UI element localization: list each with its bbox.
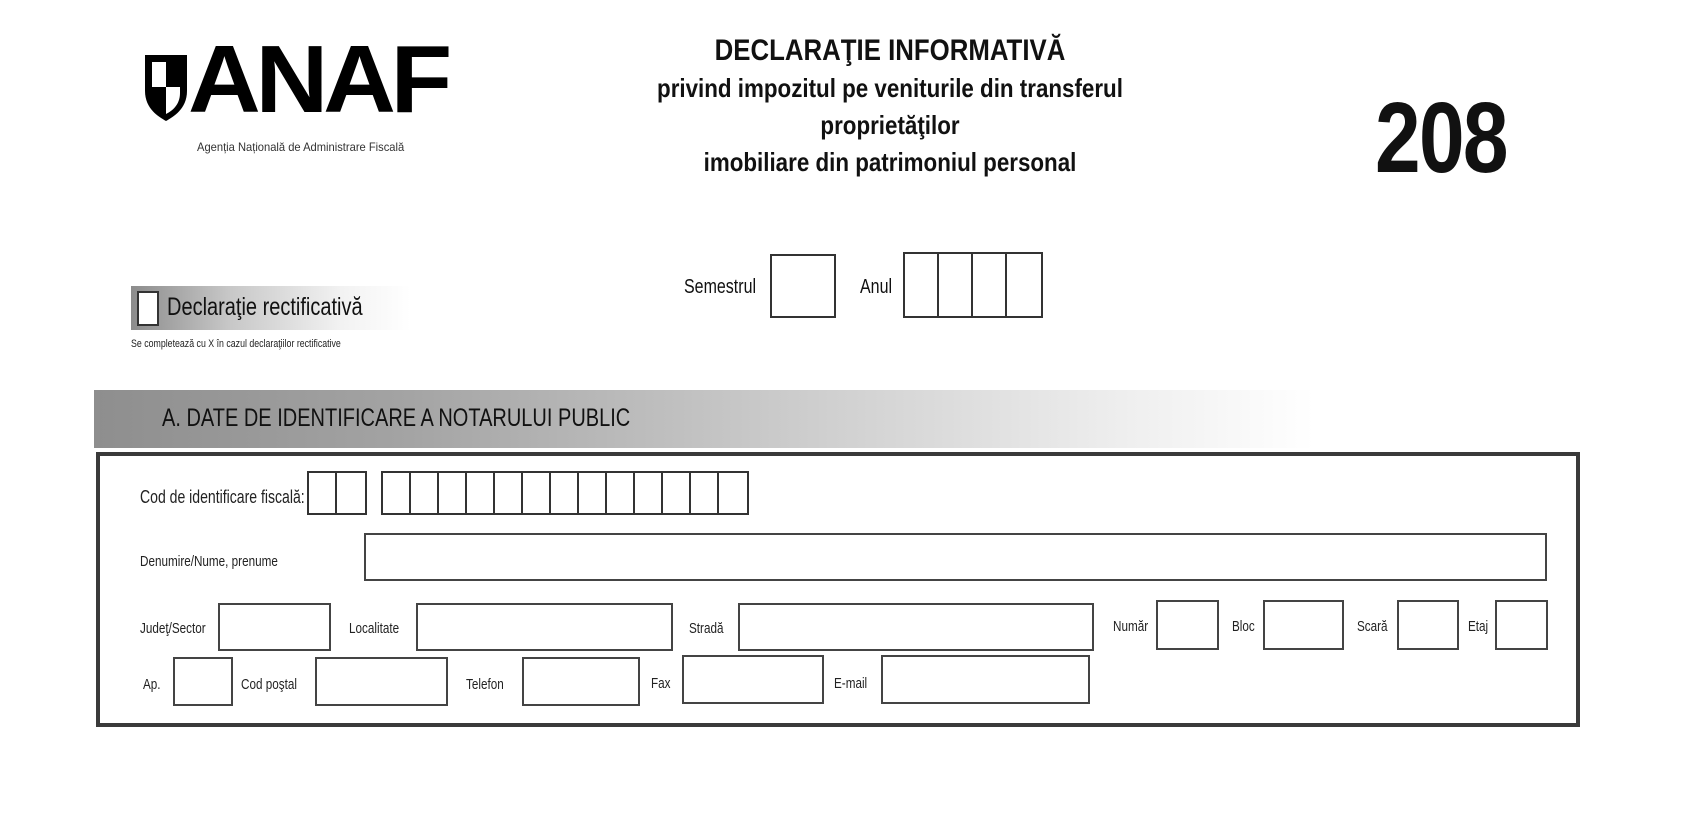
- block-label: Bloc: [1232, 618, 1255, 635]
- fax-input[interactable]: [682, 655, 824, 704]
- floor-label: Etaj: [1468, 618, 1489, 635]
- cif-digit-box[interactable]: [579, 473, 607, 513]
- apartment-input[interactable]: [173, 657, 233, 706]
- cif-label: Cod de identificare fiscală:: [140, 487, 305, 507]
- cif-digit-box[interactable]: [607, 473, 635, 513]
- number-label: Număr: [1113, 618, 1149, 635]
- cif-digit-box[interactable]: [523, 473, 551, 513]
- year-digit-box[interactable]: [905, 254, 939, 316]
- street-label: Stradă: [689, 620, 724, 637]
- cif-digit-box[interactable]: [439, 473, 467, 513]
- title-line-2: privind impozitul pe veniturile din transferul proprietăţilor: [657, 73, 1123, 140]
- stair-input[interactable]: [1397, 600, 1459, 650]
- locality-label: Localitate: [349, 620, 400, 637]
- apartment-label: Ap.: [143, 676, 161, 693]
- name-input[interactable]: [364, 533, 1547, 581]
- cif-number-input[interactable]: [381, 471, 749, 515]
- cif-digit-box[interactable]: [337, 473, 365, 513]
- email-input[interactable]: [881, 655, 1090, 704]
- phone-input[interactable]: [522, 657, 640, 706]
- form-title: [540, 32, 1240, 181]
- rectificativa-note: Se completează cu X în cazul declaraţiilor rectificative: [131, 338, 341, 350]
- block-input[interactable]: [1263, 600, 1344, 650]
- year-digit-box[interactable]: [1007, 254, 1041, 316]
- logo-wordmark: ANAF: [188, 26, 447, 133]
- postal-code-label: Cod poştal: [241, 676, 297, 693]
- year-input[interactable]: [903, 252, 1043, 318]
- year-digit-box[interactable]: [939, 254, 973, 316]
- number-input[interactable]: [1156, 600, 1219, 650]
- locality-input[interactable]: [416, 603, 673, 651]
- county-label: Judeţ/Sector: [140, 620, 206, 637]
- cif-digit-box[interactable]: [663, 473, 691, 513]
- semester-label: Semestrul: [684, 276, 757, 298]
- cif-digit-box[interactable]: [719, 473, 747, 513]
- postal-code-input[interactable]: [315, 657, 448, 706]
- cif-digit-box[interactable]: [691, 473, 719, 513]
- cif-digit-box[interactable]: [495, 473, 523, 513]
- stair-label: Scară: [1357, 618, 1388, 635]
- cif-digit-box[interactable]: [551, 473, 579, 513]
- title-line-3: imobiliare din patrimoniul personal: [703, 147, 1077, 177]
- floor-input[interactable]: [1495, 600, 1548, 650]
- email-label: E-mail: [834, 675, 868, 692]
- anaf-logo: [140, 26, 460, 164]
- street-input[interactable]: [738, 603, 1094, 651]
- cif-digit-box[interactable]: [309, 473, 337, 513]
- form-number: 208: [1375, 82, 1507, 194]
- section-a-title: A. DATE DE IDENTIFICARE A NOTARULUI PUBLIC: [162, 404, 631, 432]
- logo-subtitle: Agenția Națională de Administrare Fiscală: [197, 140, 405, 154]
- cif-digit-box[interactable]: [411, 473, 439, 513]
- cif-digit-box[interactable]: [467, 473, 495, 513]
- year-label: Anul: [860, 276, 893, 298]
- name-label: Denumire/Nume, prenume: [140, 553, 278, 570]
- cif-digit-box[interactable]: [635, 473, 663, 513]
- cif-digit-box[interactable]: [383, 473, 411, 513]
- title-main: DECLARAŢIE INFORMATIVĂ: [714, 34, 1066, 67]
- county-input[interactable]: [218, 603, 331, 651]
- rectificativa-checkbox[interactable]: [137, 291, 159, 326]
- shield-icon: [143, 51, 189, 123]
- cif-prefix-input[interactable]: [307, 471, 367, 515]
- year-digit-box[interactable]: [973, 254, 1007, 316]
- phone-label: Telefon: [466, 676, 504, 693]
- rectificativa-label: Declaraţie rectificativă: [167, 293, 363, 321]
- semester-input[interactable]: [770, 254, 836, 318]
- fax-label: Fax: [651, 675, 671, 692]
